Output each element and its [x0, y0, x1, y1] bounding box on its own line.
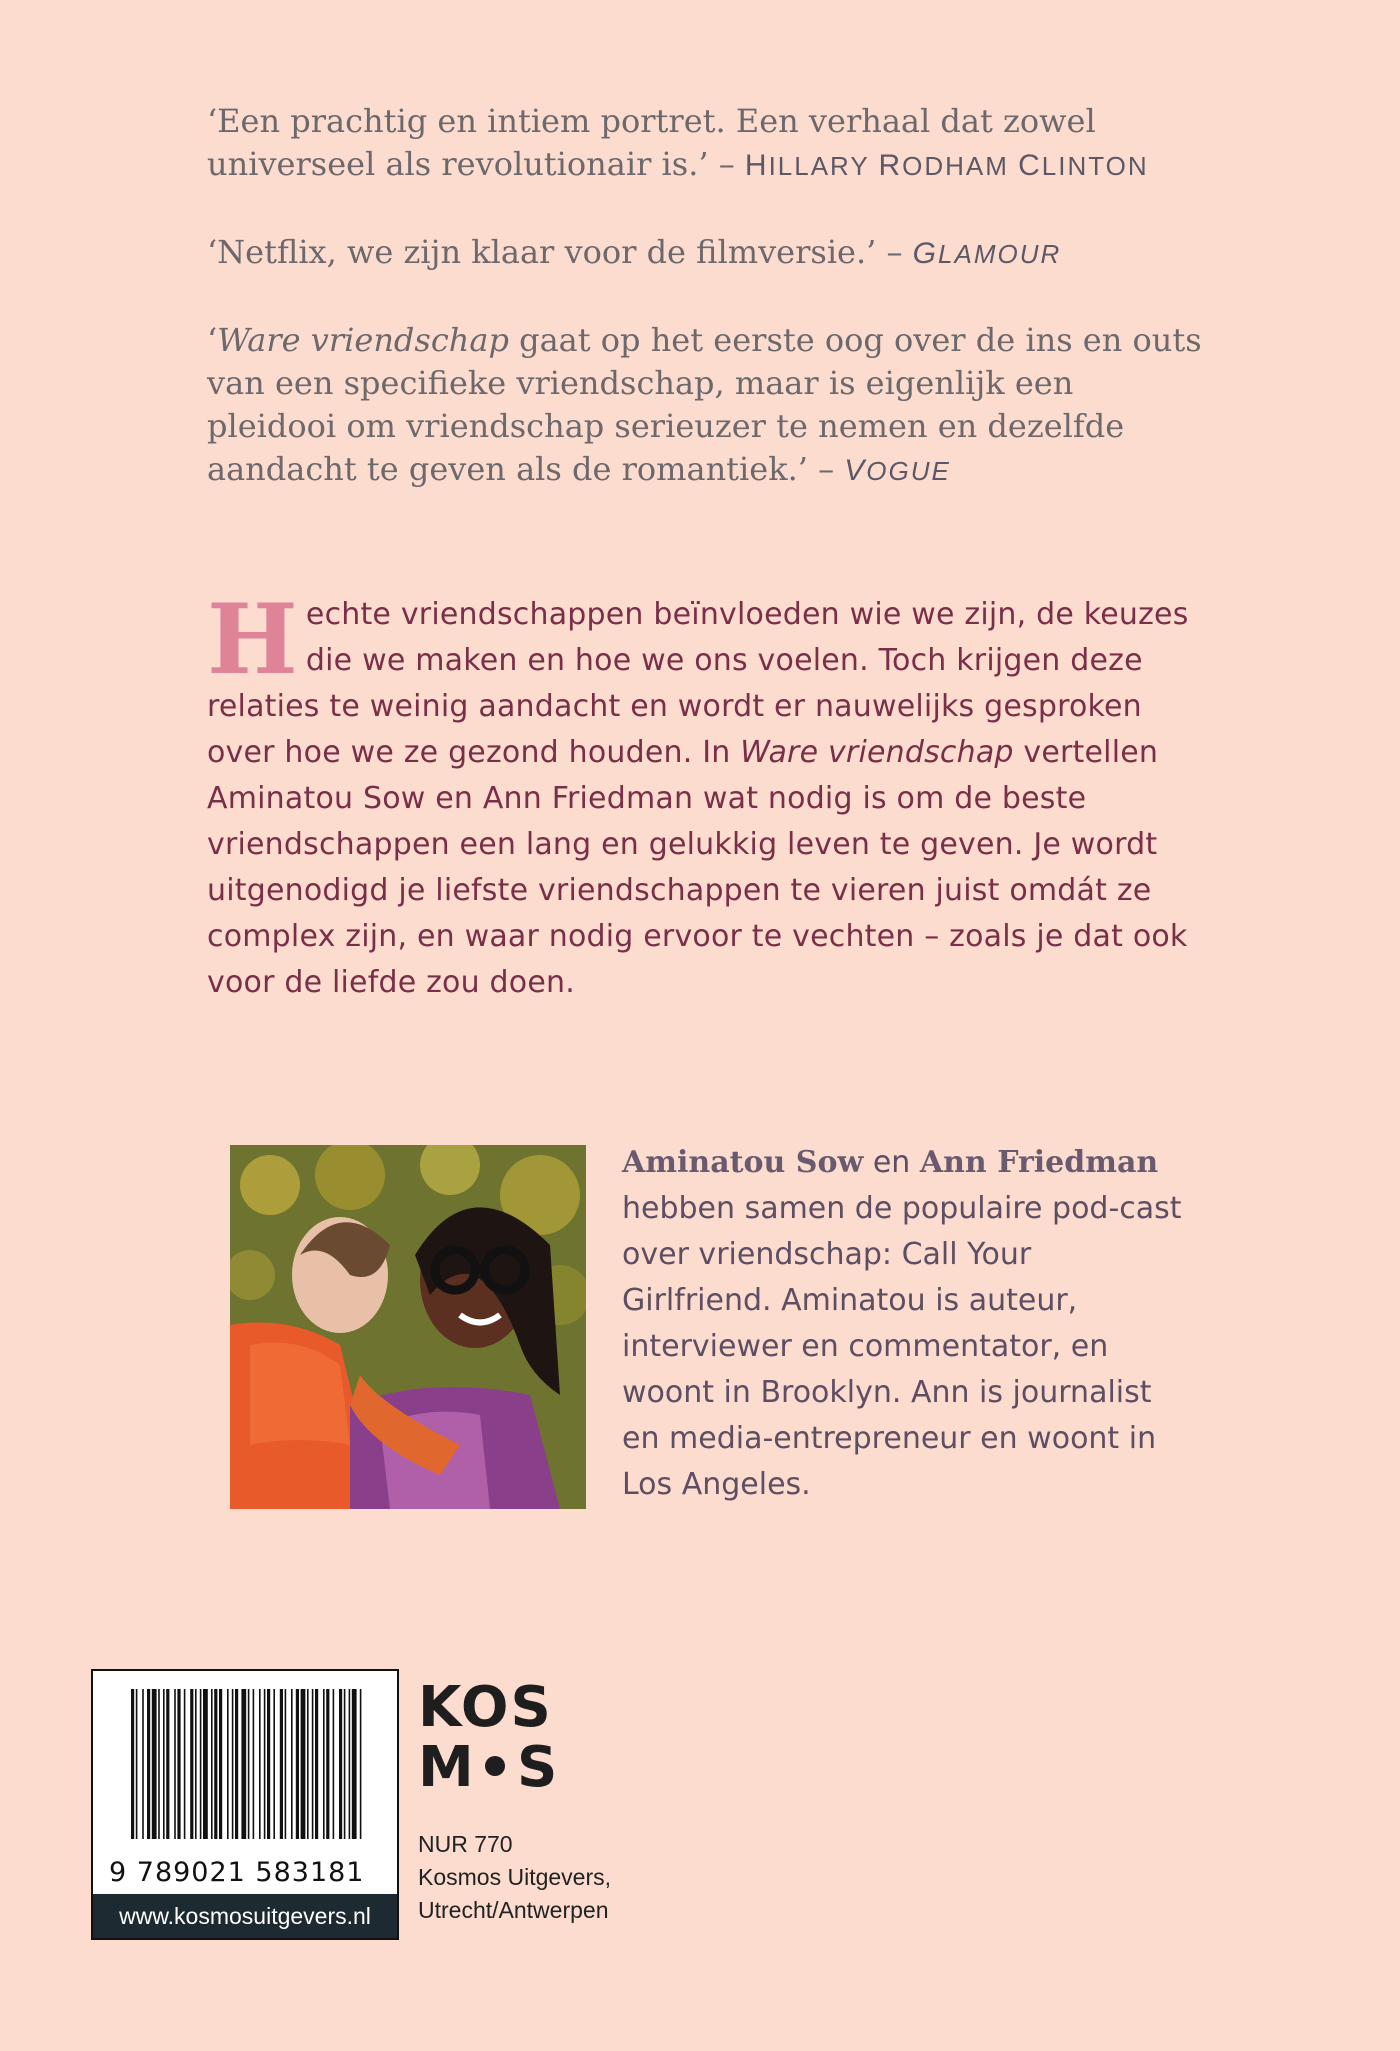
- barcode-bar: [166, 1689, 169, 1839]
- author-bio: [622, 1140, 1182, 1508]
- barcode-bar: [152, 1689, 157, 1839]
- barcode-bar: [211, 1689, 213, 1839]
- logo-dot: [485, 1756, 505, 1776]
- barcode-bar: [352, 1689, 357, 1839]
- barcode-bar: [315, 1689, 318, 1839]
- quote-glamour: [207, 231, 1207, 276]
- barcode-bar: [264, 1689, 266, 1839]
- barcode-bar: [232, 1689, 234, 1839]
- barcode-bar: [235, 1689, 238, 1839]
- barcode-bar: [203, 1689, 208, 1839]
- barcode-bar: [241, 1689, 246, 1839]
- publisher-city: Utrecht/Antwerpen: [418, 1897, 609, 1923]
- barcode-bar: [253, 1689, 255, 1839]
- author-conjunction: en: [863, 1145, 920, 1180]
- book-title: Ware vriendschap: [740, 735, 1014, 770]
- barcode-bar: [339, 1689, 342, 1839]
- quote-glamour-text: ‘Netflix, we zijn klaar voor de filmversie.’ –: [207, 233, 903, 271]
- review-quotes: [207, 100, 1207, 536]
- book-blurb: [207, 583, 1207, 1006]
- barcode-bar: [285, 1689, 287, 1839]
- barcode-bar: [147, 1689, 150, 1839]
- author-name-1: Aminatou Sow: [622, 1145, 864, 1180]
- quote-vogue-source: VOGUE: [844, 454, 951, 487]
- barcode-bar: [136, 1689, 138, 1839]
- quote-clinton: [207, 100, 1207, 188]
- logo-row-2-left: M: [418, 1735, 474, 1790]
- barcode-bar: [267, 1689, 270, 1839]
- barcode-bar: [248, 1689, 250, 1839]
- quote-glamour-source: GLAMOUR: [912, 237, 1062, 270]
- barcode-bar: [344, 1689, 346, 1839]
- blurb-text-2: vertellen Aminatou Sow en Ann Friedman wat nodig is om de beste vriendschappen een lang en gelukkig leven te geven. Je wordt uitgenodigd je liefste vriendschappen te vieren juist omdát ze complex zijn, en waar nodig ervoor te vechten – zoals je dat ook voor de liefde zou doen.: [207, 735, 1188, 1000]
- barcode-bar: [307, 1689, 309, 1839]
- drop-cap: H: [207, 583, 298, 696]
- publisher-info: [418, 1828, 678, 1927]
- nur-code: NUR 770: [418, 1831, 513, 1857]
- quote-vogue-text: gaat op het eerste oog over de ins en outs van een specifieke vriendschap, maar is eigenlijk een pleidooi om vriendschap serieuzer te nemen en dezelfde aandacht te geven als de romantiek.’ –: [207, 321, 1202, 488]
- quote-clinton-source: HILLARY RODHAM CLINTON: [744, 149, 1149, 182]
- quote-open-mark: ‘: [207, 321, 218, 359]
- barcode-bar: [273, 1689, 275, 1839]
- isbn-digits: 9 789021 583181: [109, 1857, 365, 1888]
- quote-vogue: [207, 319, 1207, 493]
- barcode-bar: [349, 1689, 351, 1839]
- blurb-text-1: echte vriendschappen beïnvloeden wie we zijn, de keuzes die we maken en hoe we ons voelen. Toch krijgen deze relaties te weinig aandacht en wordt er nauwelijks gesproken over hoe we ze gezond houden. In: [207, 597, 1189, 770]
- quote-open-mark: ‘: [207, 102, 218, 140]
- barcode-bar: [131, 1689, 134, 1839]
- barcode-bar: [158, 1689, 160, 1839]
- barcode-bar: [360, 1689, 362, 1839]
- author-name-2: Ann Friedman: [919, 1145, 1159, 1180]
- barcode-bar: [195, 1689, 197, 1839]
- logo-row-2-right: S: [517, 1735, 558, 1790]
- barcode-bar: [291, 1689, 293, 1839]
- author-bio-text: hebben samen de populaire pod-cast over vriendschap: Call Your Girlfriend. Aminatou is auteur, interviewer en commentator, en woont in Brooklyn. Ann is journalist en media-entrepreneur en woont in Los Angeles.: [622, 1191, 1182, 1502]
- barcode-bar: [259, 1689, 261, 1839]
- barcode-bar: [333, 1689, 335, 1839]
- barcode-bar: [174, 1689, 176, 1839]
- publisher-name: Kosmos Uitgevers,: [418, 1864, 612, 1890]
- author-photo-illustration: [230, 1145, 586, 1509]
- barcode-bar: [163, 1689, 165, 1839]
- barcode-bar: [177, 1689, 180, 1839]
- barcode-bar: [200, 1689, 202, 1839]
- barcode-bar: [326, 1689, 329, 1839]
- barcode-bar: [323, 1689, 325, 1839]
- barcode-bar: [312, 1689, 314, 1839]
- barcode-bar: [219, 1689, 222, 1839]
- barcode-bar: [190, 1689, 193, 1839]
- barcode-bar: [301, 1689, 306, 1839]
- barcode-bar: [214, 1689, 217, 1839]
- kosmos-logo: [418, 1676, 568, 1790]
- barcode-bar: [184, 1689, 186, 1839]
- quote-clinton-text: Een prachtig en intiem portret. Een verhaal dat zowel universeel als revolutionair is.’ –: [207, 102, 1096, 183]
- barcode-bar: [227, 1689, 229, 1839]
- publisher-url: www.kosmosuitgevers.nl: [93, 1894, 397, 1938]
- barcode-bar: [296, 1689, 299, 1839]
- book-title: Ware vriendschap: [217, 321, 509, 359]
- barcode-bar: [280, 1689, 283, 1839]
- barcode-bar: [142, 1689, 144, 1839]
- logo-row-1: KOS: [418, 1676, 553, 1740]
- isbn-barcode: [91, 1669, 399, 1940]
- author-photo: [230, 1145, 586, 1509]
